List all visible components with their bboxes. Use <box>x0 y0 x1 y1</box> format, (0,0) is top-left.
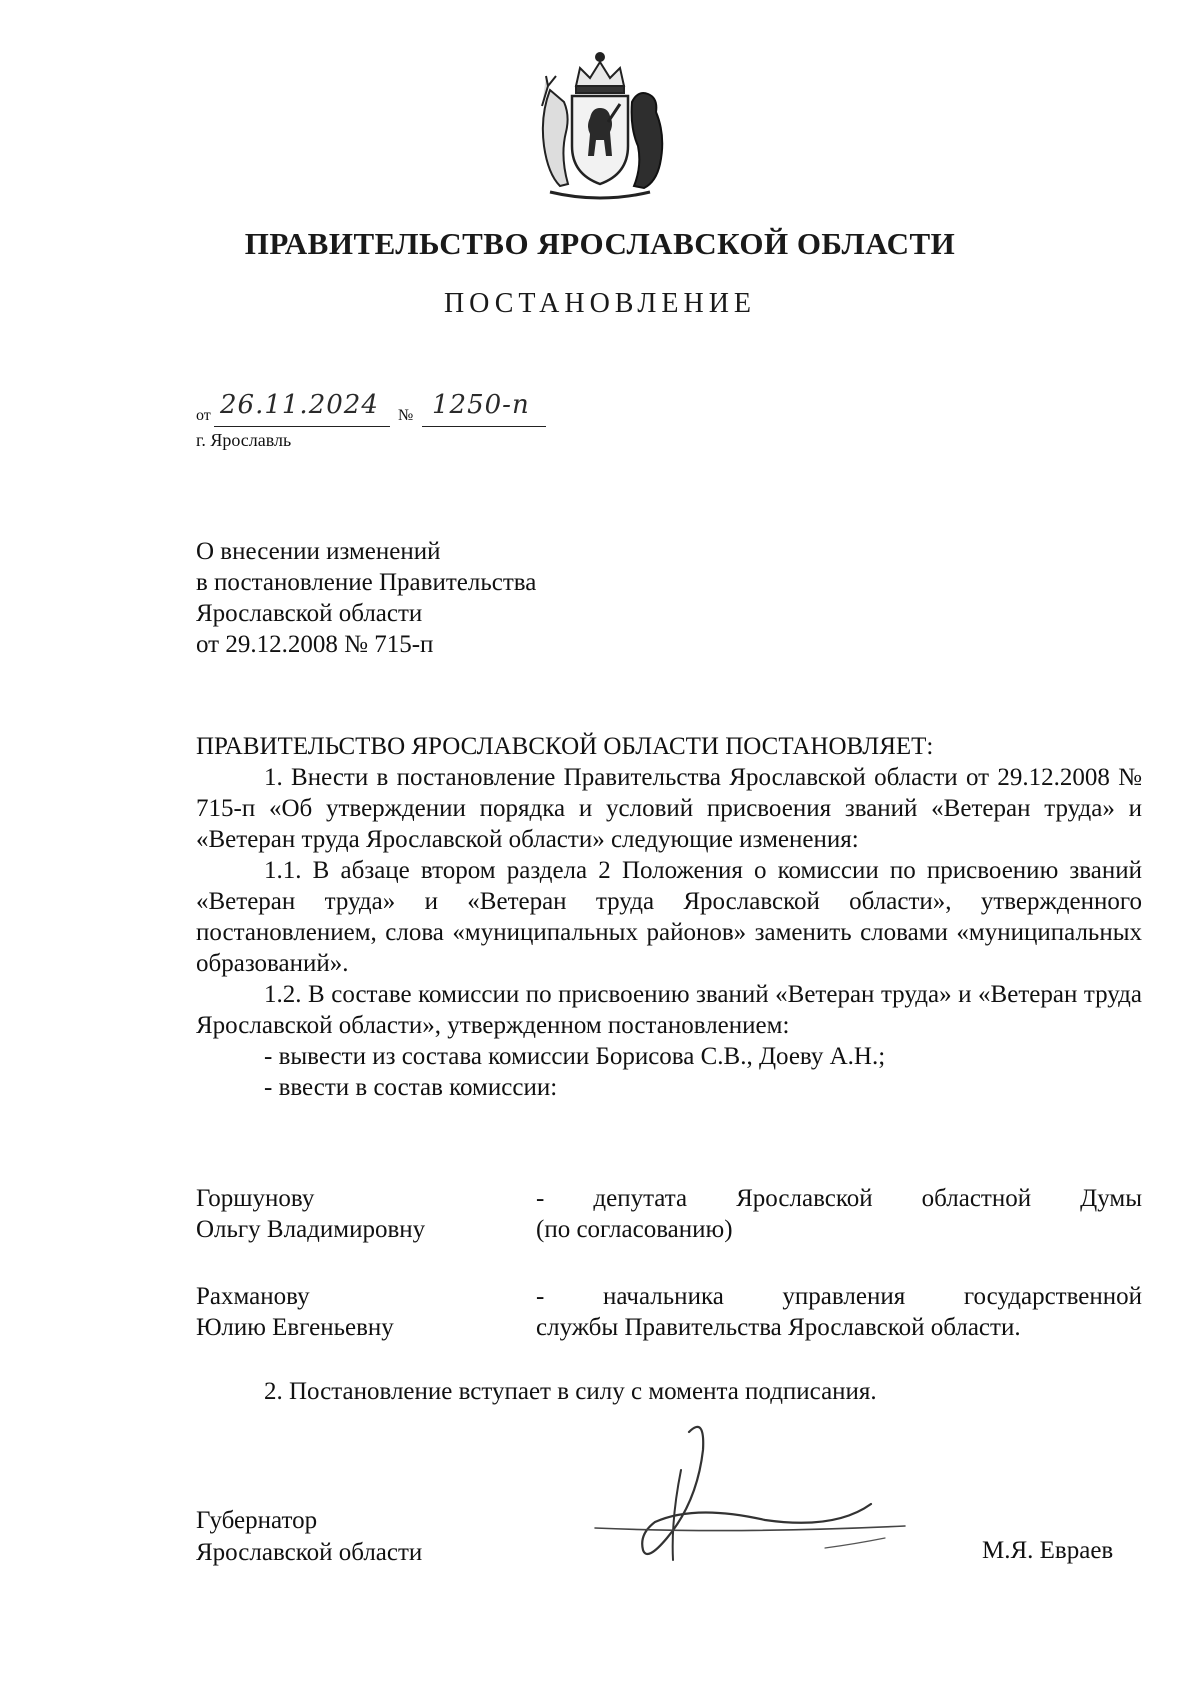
document-body <box>196 731 1142 1103</box>
member-surname: Горшунову <box>196 1185 315 1212</box>
signer-name: М.Я. Евраев <box>982 1537 1114 1564</box>
number-prefix: № <box>398 407 414 424</box>
coat-of-arms-icon <box>520 46 680 206</box>
remove-members-line: - вывести из состава комиссии Борисова С.В., Доеву А.Н.; <box>264 1043 886 1070</box>
city: г. Ярославль <box>196 430 292 450</box>
subject-line: в постановление Правительства <box>196 569 537 596</box>
member-position: - начальника управления государственной <box>536 1283 1142 1310</box>
handwritten-number: 1250-п <box>432 390 530 420</box>
item-2: 2. Постановление вступает в силу с момента подписания. <box>264 1378 877 1405</box>
item-1-1: 1.1. В абзаце втором раздела 2 Положения о комиссии по присвоению званий «Ветеран труда» и «Ветеран труда Ярославской области», утвержденного постановлением, слова «муниципальных районов» заменить словами «муниципальных образований». <box>196 857 1142 977</box>
preamble: ПРАВИТЕЛЬСТВО ЯРОСЛАВСКОЙ ОБЛАСТИ ПОСТАНОВЛЯЕТ: <box>196 733 934 760</box>
signer-title <box>196 1505 422 1569</box>
subject-line: О внесении изменений <box>196 538 441 565</box>
member-given-name: Ольгу Владимировну <box>196 1216 426 1243</box>
member-position: - депутата Ярославской областной Думы <box>536 1185 1142 1212</box>
number-underline <box>422 426 546 427</box>
subject-line: Ярославской области <box>196 600 423 627</box>
date-prefix: от <box>196 407 211 424</box>
item-1: 1. Внести в постановление Правительства Ярославской области от 29.12.2008 № 715-п «Об утверждении порядка и условий присвоения званий «Ветеран труда» и «Ветеран труда Ярославской области» следующие изменения: <box>196 764 1142 853</box>
handwritten-date: 26.11.2024 <box>220 390 379 420</box>
member-surname: Рахманову <box>196 1283 310 1310</box>
subject-line: от 29.12.2008 № 715-п <box>196 631 434 658</box>
item-1-2: 1.2. В составе комиссии по присвоению званий «Ветеран труда» и «Ветеран труда Ярославской области», утвержденном постановлением: <box>196 981 1142 1039</box>
member-position-note: службы Правительства Ярославской области. <box>536 1314 1021 1341</box>
signer-title-line: Губернатор <box>196 1507 318 1534</box>
add-members-line: - ввести в состав комиссии: <box>264 1074 558 1101</box>
member-given-name: Юлию Евгеньевну <box>196 1314 394 1341</box>
signer-title-line: Ярославской области <box>196 1539 423 1566</box>
document-subject <box>196 536 536 660</box>
handwritten-signature-icon <box>585 1410 925 1590</box>
registration-line <box>196 390 596 430</box>
org-title: ПРАВИТЕЛЬСТВО ЯРОСЛАВСКОЙ ОБЛАСТИ <box>244 226 956 261</box>
member-position-note: (по согласованию) <box>536 1216 733 1243</box>
date-underline <box>214 426 390 427</box>
document-type: ПОСТАНОВЛЕНИЕ <box>443 288 757 319</box>
